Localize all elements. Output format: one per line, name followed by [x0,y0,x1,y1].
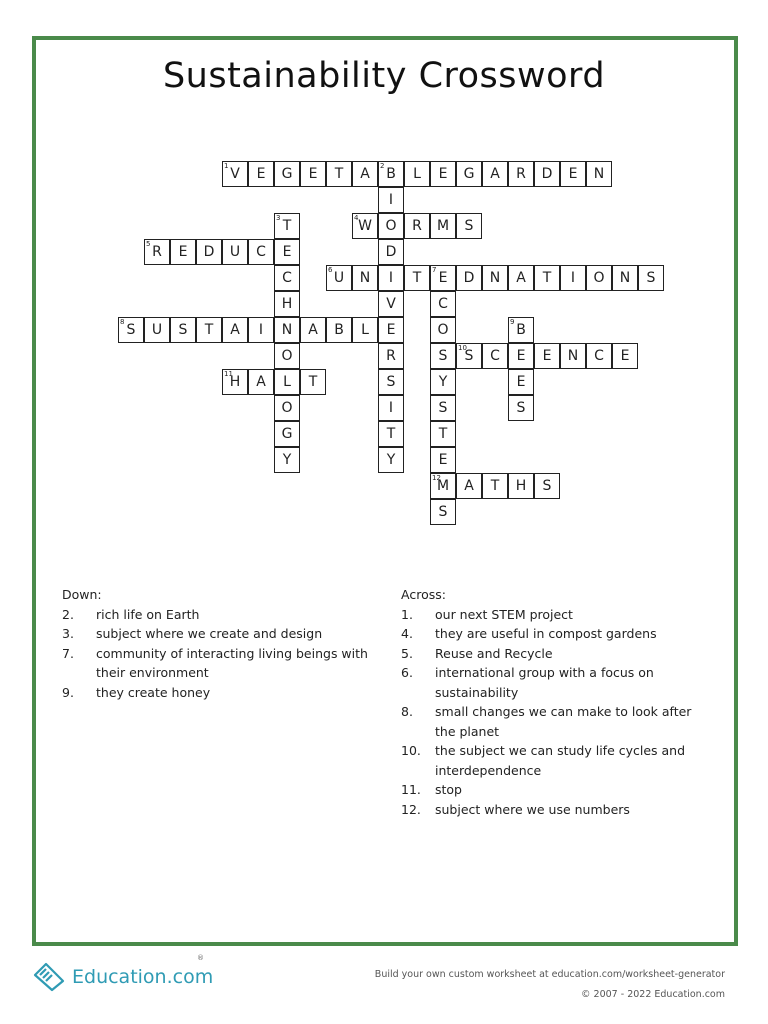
clue-item: 7. community of interacting living beings with their environment [62,645,368,680]
crossword-cell [196,317,222,343]
crossword-cell [430,265,456,291]
cell-letter: G [281,166,293,182]
crossword-cell [508,161,534,187]
cell-letter: N [359,270,371,286]
clue-item: 8. small changes we can make to look after the planet [401,704,692,739]
crossword-cell [404,161,430,187]
clue-item: 6. international group with a focus on sustainability [401,665,654,700]
crossword-cell [222,239,248,265]
crossword-cell [560,265,586,291]
education-logo-icon [32,958,66,996]
crossword-cell [430,421,456,447]
crossword-cell [274,291,300,317]
crossword-cell [430,447,456,473]
cell-letter: S [464,218,474,234]
clue-number: 5 [146,240,151,248]
footer-generator-link[interactable]: Build your own custom worksheet at education.com/worksheet-generator [374,969,725,980]
crossword-cell [482,473,508,499]
cell-letter: T [438,426,448,442]
clue-number: 1 [224,162,229,170]
crossword-cell [456,473,482,499]
crossword-cell [378,291,404,317]
cell-letter: I [388,270,394,286]
cell-letter: E [568,166,578,182]
down-clues [62,585,372,702]
cell-letter: U [151,322,163,338]
cell-letter: C [490,348,500,364]
crossword-cell [430,499,456,525]
crossword-cell [560,343,586,369]
cell-letter: A [230,322,240,338]
cell-letter: E [516,348,526,364]
crossword-cell [274,395,300,421]
crossword-cell [300,369,326,395]
crossword-cell [430,395,456,421]
cell-letter: I [570,270,576,286]
crossword-cell [534,473,560,499]
cell-letter: E [438,166,448,182]
crossword-cell [274,239,300,265]
cell-letter: O [593,270,605,286]
cell-letter: T [490,478,500,494]
crossword-cell [534,265,560,291]
logo-text: Education.com [72,966,214,988]
crossword-cell [274,447,300,473]
crossword-cell [300,161,326,187]
crossword-cell [326,161,352,187]
crossword-cell [586,343,612,369]
crossword-cell [170,239,196,265]
crossword-cell [378,161,404,187]
cell-letter: E [308,166,318,182]
crossword-cell [222,317,248,343]
cell-letter: D [385,244,397,260]
crossword-cell [534,343,560,369]
cell-letter: S [178,322,188,338]
cell-letter: H [515,478,527,494]
cell-letter: E [516,374,526,390]
cell-letter: C [438,296,448,312]
cell-letter: N [489,270,501,286]
cell-letter: S [646,270,656,286]
cell-letter: S [438,348,448,364]
crossword-cell [352,317,378,343]
crossword-cell [274,213,300,239]
cell-letter: T [386,426,396,442]
cell-letter: C [256,244,266,260]
crossword-cell [456,161,482,187]
crossword-cell [326,265,352,291]
crossword-cell [274,343,300,369]
cell-letter: E [620,348,630,364]
clue-item: 9. they create honey [62,684,211,700]
cell-letter: B [516,322,526,338]
cell-letter: E [178,244,188,260]
cell-letter: U [229,244,241,260]
crossword-cell [378,447,404,473]
registered-mark: ® [197,954,204,962]
cell-letter: D [541,166,553,182]
crossword-cell [378,213,404,239]
crossword-cell [248,369,274,395]
crossword-cell [144,239,170,265]
crossword-cell [534,161,560,187]
cell-letter: T [334,166,344,182]
crossword-cell [378,265,404,291]
crossword-cell [222,369,248,395]
crossword-cell [430,369,456,395]
crossword-cell [560,161,586,187]
clue-item: 11. stop [401,782,462,797]
crossword-cell [352,161,378,187]
crossword-cell [274,265,300,291]
cell-letter: I [258,322,264,338]
clue-item: 3. subject where we create and design [62,626,323,641]
cell-letter: R [516,166,526,182]
crossword-cell [170,317,196,343]
crossword-cell [378,421,404,447]
crossword-cell [248,317,274,343]
crossword-cell [430,161,456,187]
crossword-cell [196,239,222,265]
clue-item: 10. the subject we can study life cycles and interdependence [401,743,686,778]
cell-letter: C [282,270,292,286]
clue-number: 12 [432,474,441,482]
crossword-cell [352,265,378,291]
cell-letter: E [282,244,292,260]
cell-letter: D [463,270,475,286]
crossword-cell [404,265,430,291]
cell-letter: M [436,478,450,494]
cell-letter: R [386,348,396,364]
crossword-cell [222,161,248,187]
crossword-cell [456,213,482,239]
cell-letter: A [308,322,318,338]
crossword-cell [482,343,508,369]
clue-number: 9 [510,318,515,326]
crossword-cell [274,317,300,343]
cell-letter: N [619,270,631,286]
cell-letter: T [308,374,318,390]
crossword-cell [456,265,482,291]
cell-letter: A [490,166,500,182]
clue-number: 2 [380,162,385,170]
footer-copyright: © 2007 - 2022 Education.com [581,989,725,1000]
cell-letter: V [230,166,240,182]
crossword-cell [274,161,300,187]
clue-number: 8 [120,318,125,326]
crossword-cell [508,395,534,421]
crossword-cell [612,343,638,369]
clue-number: 3 [276,214,281,222]
cell-letter: L [361,322,369,338]
cell-letter: V [386,296,396,312]
crossword-cell [378,369,404,395]
cell-letter: S [438,504,448,520]
education-logo[interactable] [32,958,213,996]
crossword-cell [378,187,404,213]
cell-letter: M [436,218,450,234]
cell-letter: O [281,348,293,364]
crossword-cell [144,317,170,343]
clue-number: 4 [354,214,359,222]
cell-letter: N [593,166,605,182]
cell-letter: S [386,374,396,390]
clue-item: 2. rich life on Earth [62,606,200,622]
crossword-cell [326,317,352,343]
crossword-cell [430,343,456,369]
cell-letter: L [413,166,421,182]
cell-letter: N [567,348,579,364]
cell-letter: S [542,478,552,494]
across-heading: Across: [401,587,446,602]
cell-letter: E [438,270,448,286]
crossword-cell [352,213,378,239]
crossword-cell [482,161,508,187]
crossword-cell [378,317,404,343]
cell-letter: W [358,218,372,234]
cell-letter: T [282,218,292,234]
crossword-cell [430,317,456,343]
cell-letter: T [412,270,422,286]
crossword-cell [586,161,612,187]
page-title: Sustainability Crossword [162,56,606,96]
cell-letter: E [256,166,266,182]
cell-letter: T [542,270,552,286]
cell-letter: R [412,218,422,234]
crossword-cell [508,343,534,369]
cell-letter: T [204,322,214,338]
cell-letter: H [281,296,293,312]
cell-letter: S [126,322,136,338]
cell-letter: U [333,270,345,286]
cell-letter: B [334,322,344,338]
cell-letter: H [229,374,241,390]
cell-letter: L [283,374,291,390]
cell-letter: A [256,374,266,390]
cell-letter: G [281,426,293,442]
crossword-cell [248,161,274,187]
clue-item: 5. Reuse and Recycle [401,645,553,661]
crossword-cell [378,343,404,369]
cell-letter: O [437,322,449,338]
cell-letter: E [438,452,448,468]
cell-letter: S [516,400,526,416]
crossword-cell [508,265,534,291]
cell-letter: E [542,348,552,364]
crossword-cell [638,265,664,291]
clue-item: 12. subject where we use numbers [401,801,630,817]
cell-letter: I [388,192,394,208]
cell-letter: R [152,244,162,260]
cell-letter: O [281,400,293,416]
crossword-cell [508,317,534,343]
crossword-cell [430,291,456,317]
crossword-cell [274,421,300,447]
clue-number: 6 [328,266,333,274]
cell-letter: D [203,244,215,260]
down-heading: Down: [62,587,102,602]
cell-letter: A [360,166,370,182]
cell-letter: B [386,166,396,182]
crossword-cell [404,213,430,239]
crossword-cell [430,473,456,499]
clue-number: 11 [224,370,233,378]
clue-item: 4. they are useful in compost gardens [401,626,657,641]
clue-number: 7 [432,266,437,274]
crossword-cell [612,265,638,291]
cell-letter: A [464,478,474,494]
cell-letter: Y [438,374,448,390]
crossword-cell [378,239,404,265]
cell-letter: Y [386,452,396,468]
crossword-cell [508,369,534,395]
cell-letter: E [386,322,396,338]
crossword-cell [482,265,508,291]
cell-letter: S [464,348,474,364]
clue-item: 1. our next STEM project [401,606,573,622]
crossword-cell [430,213,456,239]
crossword-cell [586,265,612,291]
crossword-cell [508,473,534,499]
cell-letter: S [438,400,448,416]
cell-letter: I [388,400,394,416]
cell-letter: C [594,348,604,364]
cell-letter: G [463,166,475,182]
cell-letter: O [385,218,397,234]
crossword-cell [456,343,482,369]
cell-letter: Y [282,452,292,468]
crossword-cell [378,395,404,421]
across-clues [401,585,701,819]
crossword-cell [248,239,274,265]
crossword-cell [274,369,300,395]
cell-letter: A [516,270,526,286]
clue-number: 10 [458,344,467,352]
crossword-cell [300,317,326,343]
cell-letter: N [281,322,293,338]
crossword-cell [118,317,144,343]
